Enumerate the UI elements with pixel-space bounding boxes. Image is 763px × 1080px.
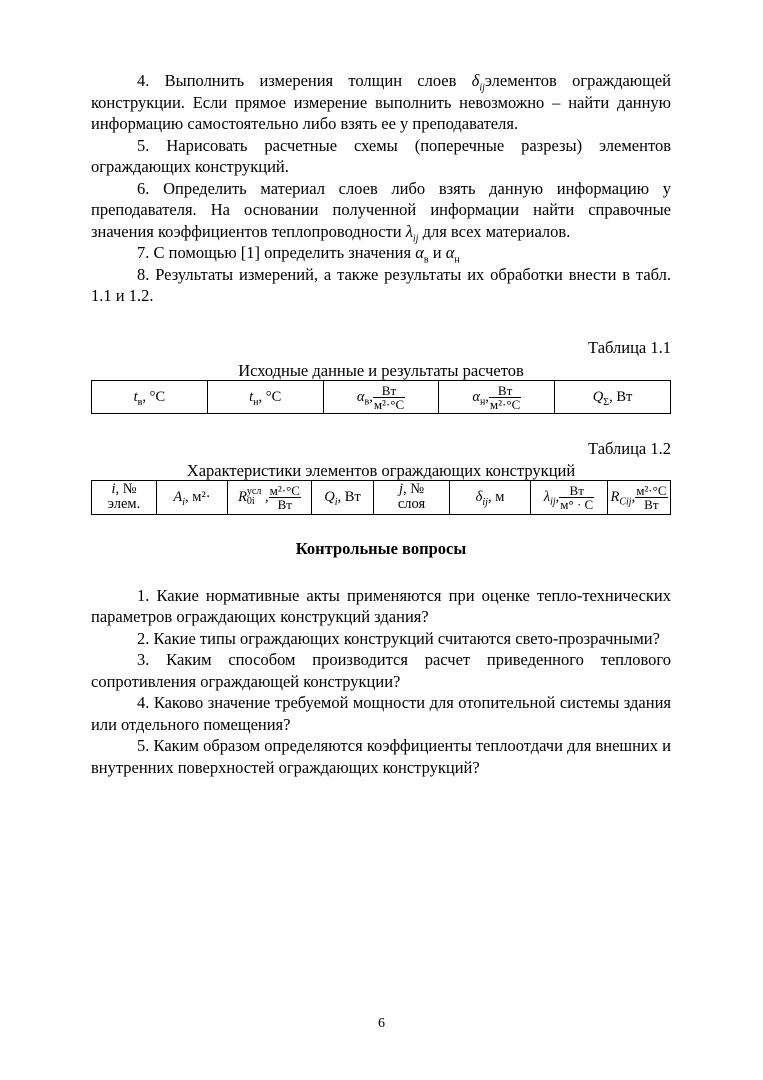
table2-col-j: j, № слоя — [374, 480, 450, 514]
questions-heading: Контрольные вопросы — [295, 538, 467, 558]
table2 — [91, 480, 671, 515]
table1 — [91, 380, 671, 414]
question-3: 3. Каким способом производится расчет приведенного теплового сопротивления ограждающей конструкции? — [91, 650, 671, 691]
table2-col-l: $\lambda_{ij}$, $\frac{Вт}{м^\circ \cdot С}$ — [531, 480, 608, 514]
question-1: 1. Какие нормативные акты применяются при оценке тепло-технических параметров ограждающих конструкций здания? — [91, 585, 671, 626]
table1-label: Таблица 1.1 — [588, 337, 671, 357]
step-6: 6. Определить материал слоев либо взять данную информацию у преподавателя. На основании полученной информации найти справочные значения коэффициентов теплопроводности $\lambda_{ij}$ для всех материалов. — [91, 178, 671, 244]
table1-col-an: $\alpha_н$, $\frac{Вт}{\text{м²·°C}}$ — [439, 381, 555, 414]
question-4: 4. Каково значение требуемой мощности для отопительной системы здания или отдельного помещения? — [91, 693, 671, 734]
table2-col-i: i, № элем. — [92, 480, 157, 514]
table1-col-av: $\alpha_в$, $\frac{Вт}{\text{м²·°C}}$ — [323, 381, 439, 414]
step-7: 7. С помощью [1] определить значения $\alpha_в$ и $\alpha_н$ — [137, 243, 460, 266]
page-number: 6 — [378, 1016, 385, 1031]
table2-col-rc: $R_{Cij}$, $\frac{\text{м²·°C}}{Вт}$ — [608, 480, 671, 514]
step-8: 8. Результаты измерений, а также результаты их обработки внести в табл. 1.1 и 1.2. — [91, 264, 671, 305]
table1-title: Исходные данные и результаты расчетов — [238, 361, 524, 380]
step-5: 5. Нарисовать расчетные схемы (поперечные разрезы) элементов ограждающих конструкций. — [91, 135, 671, 176]
table2-col-a: $A_i$, м²· — [157, 480, 228, 514]
table2-title: Характеристики элементов ограждающих конструкций — [186, 460, 576, 480]
table2-label: Таблица 1.2 — [588, 439, 671, 458]
table1-col-q: $Q_\Sigma$, Вт — [555, 381, 671, 414]
table1-col-tn: $t_н$, °C — [207, 381, 323, 414]
page-content — [91, 70, 671, 778]
question-2: 2. Какие типы ограждающих конструкций считаются свето-прозрачными? — [137, 628, 660, 648]
question-5: 5. Каким образом определяются коэффициенты теплоотдачи для внешних и внутренних поверхностей ограждающих конструкций? — [91, 736, 671, 777]
table2-col-d: $\delta_{ij}$, м — [450, 480, 531, 514]
table2-col-q: $Q_i$, Вт — [312, 480, 374, 514]
step-4: 4. Выполнить измерения толщин слоев $\delta_{ij}элементов$ ограждающей конструкции. Если прямое измерение выполнить невозможно – найти данную информацию самостоятельно либо взять ее у преподавателя. — [91, 71, 671, 133]
table1-col-tv: $t_в$, °C — [92, 381, 208, 414]
table2-col-r: R усл 0i , $\frac{\text{м²·°C}}{Вт}$ — [228, 480, 312, 514]
